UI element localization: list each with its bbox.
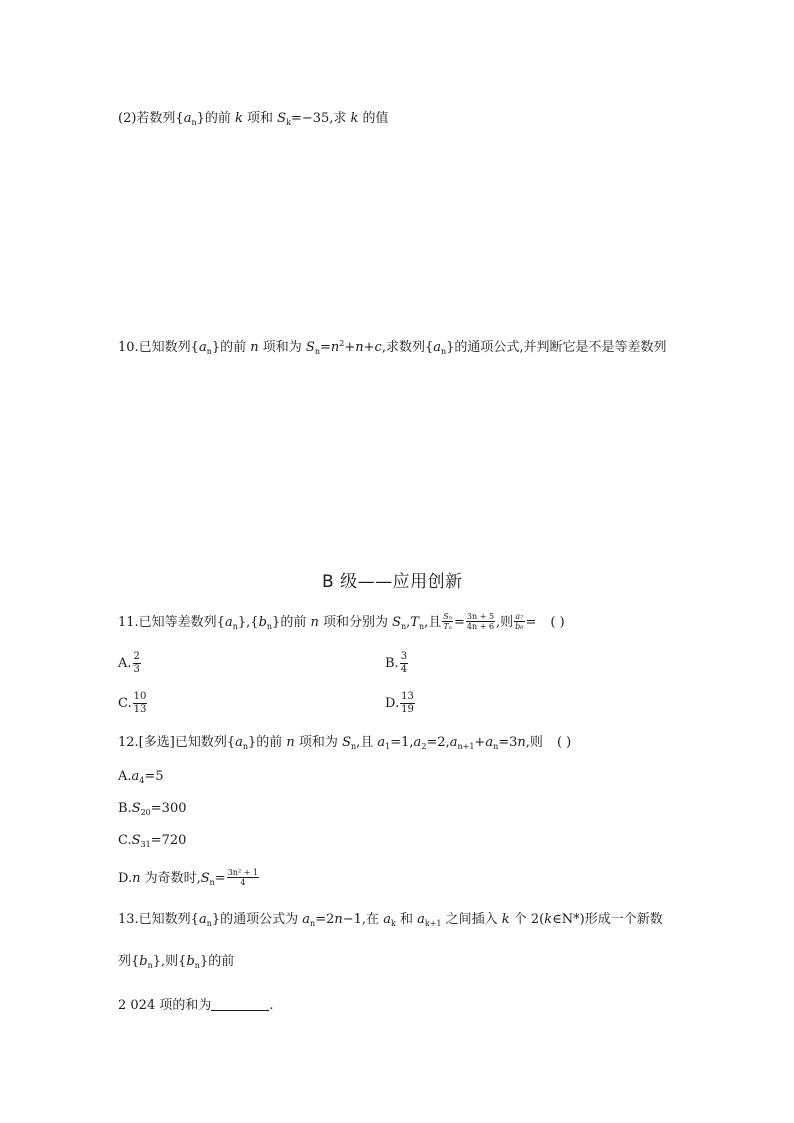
option-letter: B. (118, 801, 132, 816)
option-a[interactable] (118, 770, 164, 783)
fraction-numerator: 3 (400, 651, 408, 662)
question-11 (118, 613, 565, 632)
q12-text: ,且 (356, 735, 378, 750)
q13-var: n (334, 912, 343, 927)
q12-sub: n (350, 742, 357, 751)
q13-text: 2 024 项的和为 (118, 998, 212, 1013)
option-fraction (227, 869, 259, 888)
q9-var: k (235, 111, 243, 126)
option-fraction (400, 652, 408, 675)
option-value: =300 (150, 801, 187, 816)
option-letter: D. (385, 696, 400, 711)
option-value: =720 (150, 833, 187, 848)
fraction-denominator: Tₙ (443, 622, 452, 632)
q12-sub: 2 (421, 742, 427, 751)
option-letter: A. (118, 769, 132, 784)
q11-fraction-a-over-b (514, 613, 524, 632)
option-var: S (131, 833, 141, 848)
option-fraction (400, 692, 415, 715)
q12-sub: n (242, 742, 249, 751)
q13-var: a (198, 912, 207, 927)
fraction-denominator: 13 (133, 703, 147, 715)
q12-text: }的前 (248, 735, 287, 750)
option-fraction (133, 692, 148, 715)
q13-text: }的通项公式为 (211, 912, 303, 927)
fraction-denominator: b₆ (515, 622, 524, 632)
fraction-denominator: 19 (401, 703, 414, 715)
fraction-numerator: 3n + 5 (466, 612, 495, 621)
option-sub: 20 (140, 808, 151, 817)
option-var: S (200, 870, 210, 886)
section-heading: B 级——应用创新 (322, 572, 463, 592)
q13-var: a (302, 912, 311, 927)
q9-sub: k (286, 118, 291, 127)
option-letter: C. (118, 833, 132, 848)
answer-parentheses: ( ) (556, 735, 572, 750)
q10-var: S (305, 340, 315, 355)
q10-var: n (330, 340, 340, 355)
option-fraction (133, 652, 141, 675)
q12-var: n (286, 735, 295, 750)
fraction-denominator: 3 (133, 663, 140, 675)
fraction-denominator: 4 (227, 877, 259, 887)
option-value: =5 (144, 769, 164, 784)
q13-text: 13.已知数列{ (118, 912, 199, 927)
q9-var: a (183, 111, 192, 126)
option-a[interactable] (118, 652, 142, 675)
fraction-denominator: 4 (400, 663, 408, 675)
option-var: a (131, 769, 140, 784)
q13-text: . (269, 998, 274, 1013)
q12-text: =1, (390, 735, 414, 750)
q12-text: 12.[多选]已知数列{ (118, 735, 236, 750)
question-9-part-2 (118, 112, 389, 125)
q12-text: =3 (498, 735, 518, 750)
option-letter: D. (118, 870, 133, 886)
q12-var: a (235, 735, 243, 750)
q12-var: a (449, 735, 458, 750)
q12-text: 项和为 (294, 735, 343, 750)
q10-text: + (344, 340, 356, 355)
question-10 (118, 341, 667, 354)
q12-var: a (413, 735, 422, 750)
q9-text: 的值 (358, 111, 389, 126)
option-text: 为奇数时, (140, 870, 201, 886)
q10-text: + (363, 340, 375, 355)
option-d[interactable] (118, 869, 260, 888)
q10-text: 10.已知数列{ (118, 340, 199, 355)
q13-var: a (383, 912, 391, 927)
q11-sub: n (232, 621, 238, 631)
q11-sub: n (418, 621, 425, 631)
q11-var: b (258, 614, 267, 630)
fraction-numerator: 13 (401, 691, 414, 702)
q12-var: n (517, 735, 526, 750)
fraction-numerator: a₇ (515, 612, 524, 621)
fraction-denominator: 4n + 6 (466, 622, 495, 632)
q9-text: (2)若数列{ (118, 111, 184, 126)
q9-text: 项和 (242, 111, 278, 126)
q10-var: a (433, 340, 441, 355)
question-12 (118, 736, 571, 749)
q12-var: S (342, 735, 351, 750)
q9-var: k (350, 111, 359, 126)
q10-text: = (319, 340, 331, 355)
q11-text: ,则 (496, 614, 514, 630)
q13-text: }的前 (199, 954, 235, 969)
q13-var: b (186, 954, 195, 969)
q9-var: S (277, 111, 287, 126)
q9-text: =−35,求 (290, 111, 351, 126)
q11-text: = (525, 614, 537, 630)
q12-sub: n (493, 742, 499, 751)
question-13-line-3 (118, 999, 274, 1012)
q11-text: ,且 (424, 614, 442, 630)
q12-var: a (377, 735, 386, 750)
q10-var: a (198, 340, 207, 355)
q11-var: a (224, 614, 233, 630)
q13-sub: n (194, 961, 200, 970)
q13-var: k (501, 912, 510, 927)
q10-var: n (355, 340, 364, 355)
answer-parentheses: ( ) (550, 614, 565, 630)
q13-text: −1,在 (342, 912, 384, 927)
q13-var: k (544, 912, 553, 927)
fraction-numerator: Sₙ (443, 612, 452, 621)
option-b[interactable] (385, 652, 409, 675)
q12-sub: 1 (385, 742, 391, 751)
q13-text: ∈N*)形成一个新数 (552, 912, 663, 927)
fraction-numerator: 2 (133, 651, 140, 662)
answer-blank[interactable] (211, 1010, 269, 1011)
q13-text: 个 2( (509, 912, 545, 927)
q13-var: b (139, 954, 148, 969)
option-letter: C. (118, 696, 132, 711)
q11-fraction-ratio (466, 613, 495, 632)
fraction-numerator: 3n² + 1 (227, 868, 259, 877)
option-c[interactable] (118, 692, 148, 715)
q13-sub: k (390, 919, 396, 928)
q10-sub: n (314, 347, 320, 356)
q11-text: , (406, 614, 411, 630)
q11-text: }的前 (272, 614, 311, 630)
q11-sub: n (266, 621, 273, 631)
q13-sub: k+1 (424, 919, 442, 928)
option-sub: n (209, 877, 215, 887)
q12-sub: n+1 (457, 742, 475, 751)
q10-text: 项和为 (258, 340, 306, 355)
q12-text: + (474, 735, 486, 750)
q11-var: S (392, 614, 401, 630)
question-13-line-1 (118, 913, 663, 926)
q11-sub: n (401, 621, 407, 631)
q12-text: =2, (426, 735, 450, 750)
option-var: n (132, 870, 141, 886)
q13-text: =2 (315, 912, 335, 927)
q10-sup: 2 (339, 339, 345, 348)
question-13-line-2 (118, 955, 234, 968)
q10-text: ,求数列{ (381, 340, 434, 355)
q13-sub: n (206, 919, 212, 928)
option-sub: 31 (140, 840, 151, 849)
q10-var: n (250, 340, 259, 355)
q10-var: c (374, 340, 382, 355)
q11-var: n (310, 614, 319, 630)
option-letter: B. (385, 656, 399, 671)
option-text: = (214, 870, 226, 886)
q13-text: 之间插入 (441, 912, 502, 927)
option-sub: 4 (139, 776, 145, 785)
q11-text: 项和分别为 (318, 614, 393, 630)
q11-var: T (410, 614, 419, 630)
q13-sub: n (310, 919, 316, 928)
q10-text: }的通项公式,并判断它是不是等差数列 (446, 340, 667, 355)
q13-text: },则{ (152, 954, 187, 969)
option-var: S (131, 801, 141, 816)
q12-var: a (485, 735, 494, 750)
q11-text: },{ (237, 614, 259, 630)
option-c[interactable] (118, 834, 186, 847)
q13-text: 和 (395, 912, 418, 927)
q9-text: }的前 (196, 111, 236, 126)
q13-var: a (417, 912, 425, 927)
option-letter: A. (118, 656, 132, 671)
q9-sub: n (191, 118, 197, 127)
q10-sub: n (441, 347, 447, 356)
option-d[interactable] (385, 692, 416, 715)
q11-fraction-s-over-t (442, 613, 453, 632)
q10-sub: n (206, 347, 212, 356)
q11-text: 11.已知等差数列{ (118, 614, 225, 630)
q12-text: ,则 (525, 735, 543, 750)
option-b[interactable] (118, 802, 187, 815)
q13-sub: n (147, 961, 153, 970)
q10-text: }的前 (211, 340, 251, 355)
q13-text: 列{ (118, 954, 140, 969)
q11-text: = (454, 614, 465, 630)
fraction-numerator: 10 (133, 691, 147, 702)
